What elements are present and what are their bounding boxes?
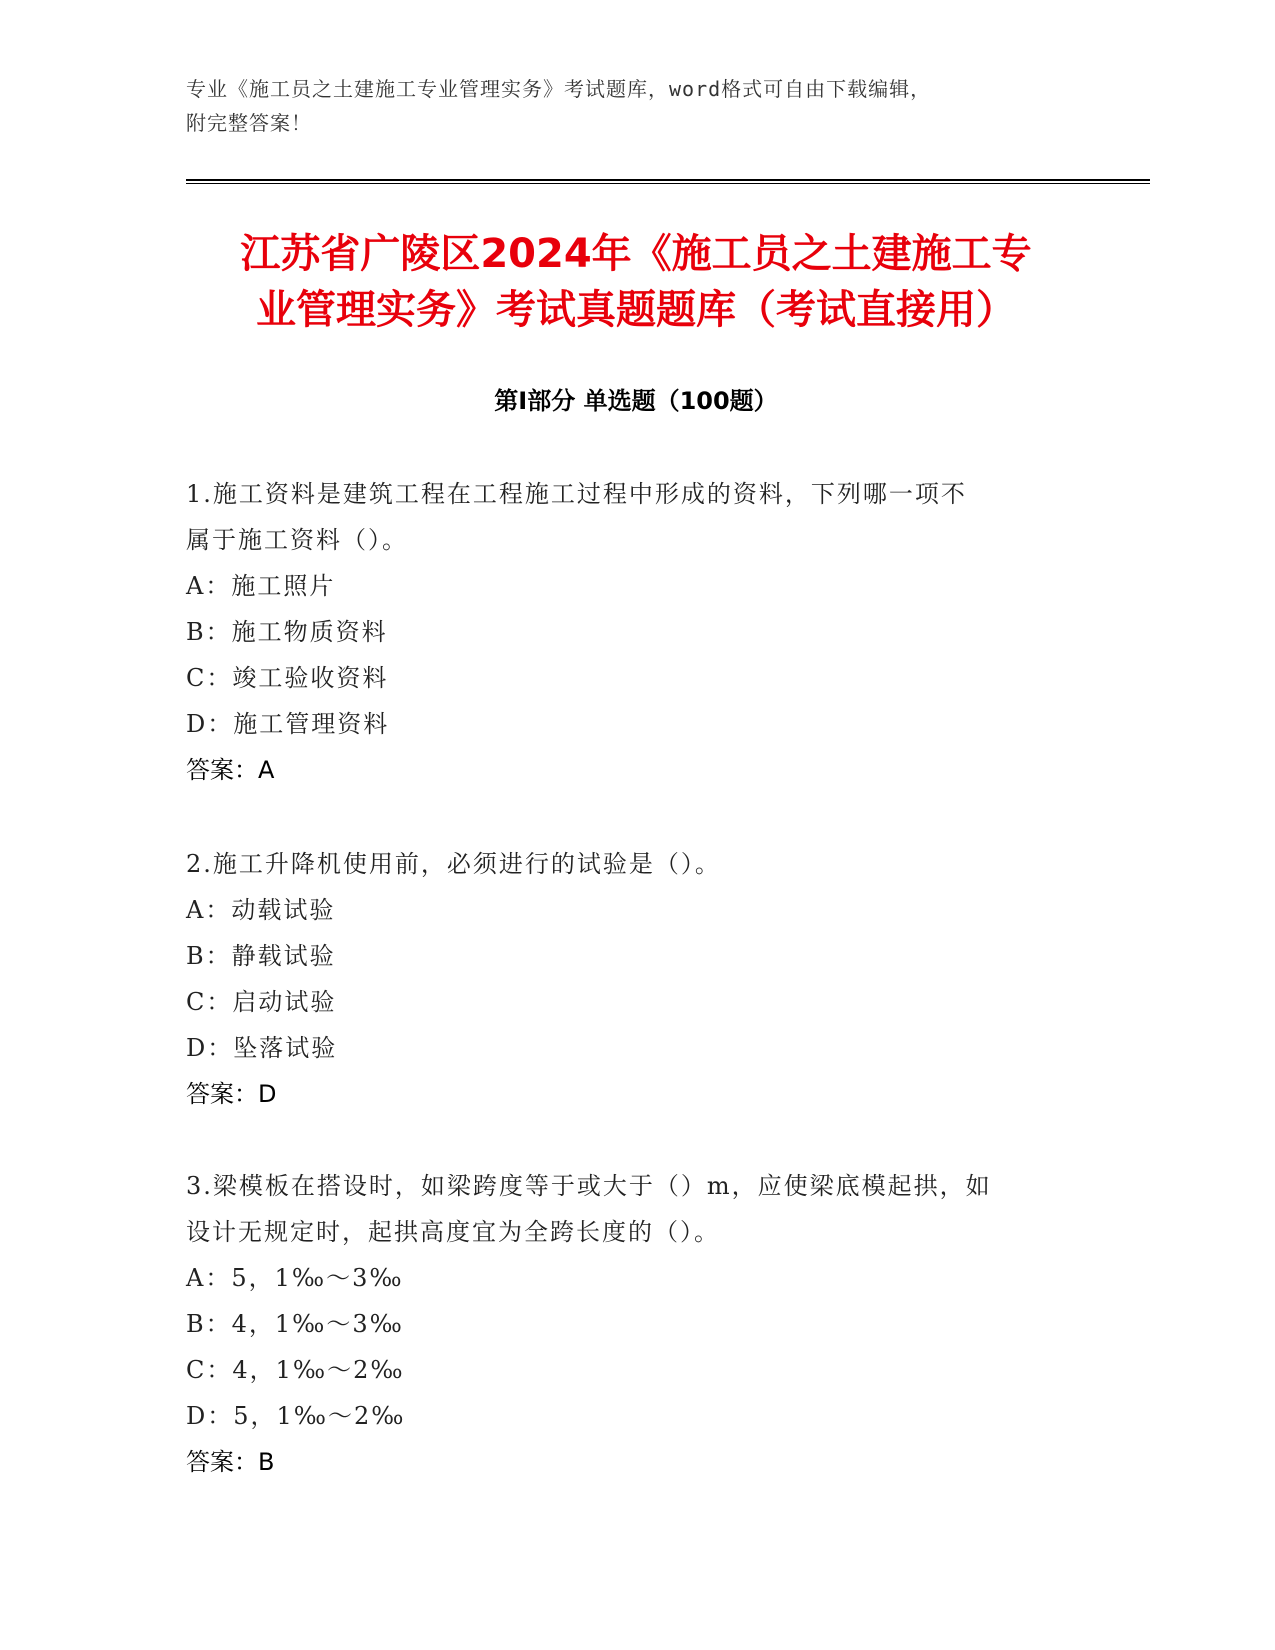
option-b: B：静载试验 <box>186 942 336 970</box>
option-c: C：4，1‰～2‰ <box>186 1356 405 1384</box>
document-title-line: 江苏省广陵区2024年《施工员之土建施工专 <box>240 231 1032 277</box>
document-title <box>186 226 1086 338</box>
section-title: 第Ⅰ部分 单选题（100题） <box>494 387 778 415</box>
answer: 答案：A <box>186 756 275 784</box>
option-a: A：施工照片 <box>186 572 336 600</box>
header-note-line: 专业《施工员之土建施工专业管理实务》考试题库，word格式可自由下载编辑， <box>186 77 932 101</box>
option-d: D：5，1‰～2‰ <box>186 1402 406 1430</box>
question-stem: 属于施工资料（）。 <box>186 526 408 554</box>
question-1 <box>186 471 1066 793</box>
header-divider-thin <box>186 183 1150 184</box>
option-b: B：施工物质资料 <box>186 618 388 646</box>
option-d: D：施工管理资料 <box>186 710 390 738</box>
question-stem: 2.施工升降机使用前，必须进行的试验是（）。 <box>186 850 721 878</box>
answer: 答案：B <box>186 1448 275 1476</box>
option-b: B：4，1‰～3‰ <box>186 1310 404 1338</box>
question-stem: 3.梁模板在搭设时，如梁跨度等于或大于（）m，应使梁底模起拱，如 <box>186 1172 992 1200</box>
question-2 <box>186 841 1066 1117</box>
question-stem: 设计无规定时，起拱高度宜为全跨长度的（）。 <box>186 1218 720 1246</box>
option-a: A：动载试验 <box>186 896 336 924</box>
question-stem: 1.施工资料是建筑工程在工程施工过程中形成的资料，下列哪一项不 <box>186 480 967 508</box>
header-divider <box>186 179 1150 181</box>
option-c: C：启动试验 <box>186 988 337 1016</box>
question-3 <box>186 1163 1066 1485</box>
header-note <box>186 72 1086 140</box>
answer: 答案：D <box>186 1080 277 1108</box>
option-c: C：竣工验收资料 <box>186 664 389 692</box>
header-note-line: 附完整答案！ <box>186 111 312 135</box>
document-title-line: 业管理实务》考试真题题库（考试直接用） <box>256 287 1016 333</box>
option-a: A：5，1‰～3‰ <box>186 1264 404 1292</box>
option-d: D：坠落试验 <box>186 1034 338 1062</box>
